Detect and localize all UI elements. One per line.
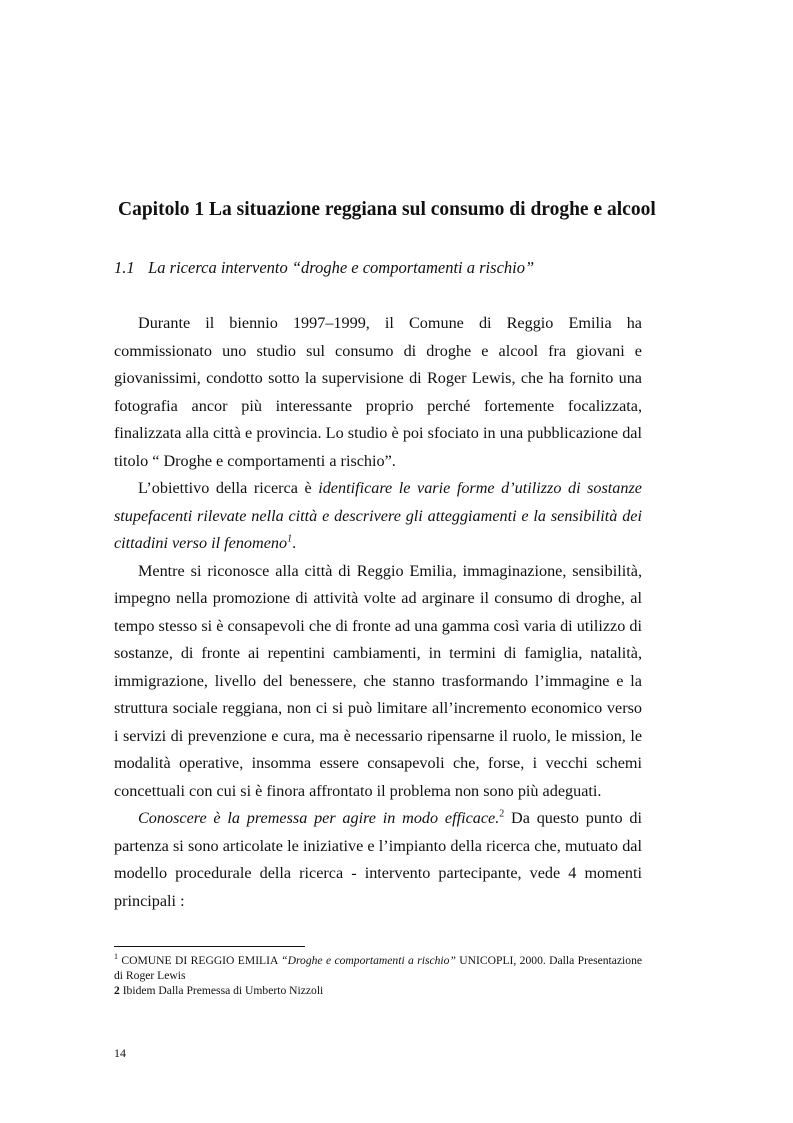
footnotes [114,953,642,998]
footnote-1-mark: 1 [114,952,118,962]
section-title: La ricerca intervento “droghe e comportamenti a rischio” [148,258,535,277]
footnote-2-text: Ibidem Dalla Premessa di Umberto Nizzoli [119,984,324,997]
footnote-2 [114,983,642,998]
chapter-title: Capitolo 1 La situazione reggiana sul consumo di droghe e alcool [118,199,656,221]
footnote-1-lead: COMUNE DI REGGIO EMILIA [118,954,282,967]
paragraph-2 [114,475,642,558]
body-text [114,310,642,915]
paragraph-1: Durante il biennio 1997–1999, il Comune di Reggio Emilia ha commissionato uno studio sul consumo di droghe e alcool fra giovani e giovanissimi, condotto sotto la supervisione di Roger Lewis, che ha fornito una fotografia ancor più interessante proprio perché fortemente focalizzata, finalizzata alla città e provincia. Lo studio è poi sfociato in una pubblicazione dal titolo “ Droghe e comportamenti a rischio”. [114,314,642,470]
footnote-ref-1[interactable]: 1 [287,533,293,545]
paragraph-2-lead: L’obiettivo della ricerca è [138,479,319,497]
paragraph-4-quote: Conoscere è la premessa per agire in modo efficace. [138,809,500,827]
paragraph-3: Mentre si riconosce alla città di Reggio Emilia, immaginazione, sensibilità, impegno nella promozione di attività volte ad arginare il consumo di droghe, al tempo stesso si è consapevoli che di fronte ad una gamma così varia di utilizzo di sostanze, di fronte ai repentini cambiamenti, in termini di famiglia, natalità, immigrazione, livello del benessere, che stanno trasformando l’immagine e la struttura sociale reggiana, non ci si può limitare all’incremento economico verso i servizi di prevenzione e cura, ma è necessario ripensarne il ruolo, le mission, le modalità operative, insomma essere consapevoli che, forse, i vecchi schemi concettuali con cui si è finora affrontato il problema non sono più adeguati. [114,561,642,800]
paragraph-2-quote: identificare le varie forme d’utilizzo di sostanze stupefacenti rilevate nella città e descrivere gli atteggiamenti e la sensibilità dei cittadini verso il fenomeno [114,479,642,552]
footnote-ref-2[interactable]: 2 [499,808,505,820]
paragraph-4-rest: Da questo punto di partenza si sono articolate le iniziative e l’impianto della ricerca che, mutuato dal modello procedurale della ricerca - intervento partecipante, vede 4 momenti principali : [114,809,642,910]
footnote-2-mark: 2 [114,984,120,997]
footnote-1-rest: UNICOPLI, 2000. Dalla Presentazione di Roger Lewis [114,954,643,982]
section-number: 1.1 [114,258,135,277]
section-heading [114,258,674,278]
footnote-1-title: “Droghe e comportamenti a rischio” [281,954,456,967]
footnote-1 [114,953,642,983]
paragraph-2-end: . [292,534,297,552]
footnote-divider [114,946,305,947]
paragraph-4 [114,805,642,915]
page-number: 14 [114,1046,126,1060]
